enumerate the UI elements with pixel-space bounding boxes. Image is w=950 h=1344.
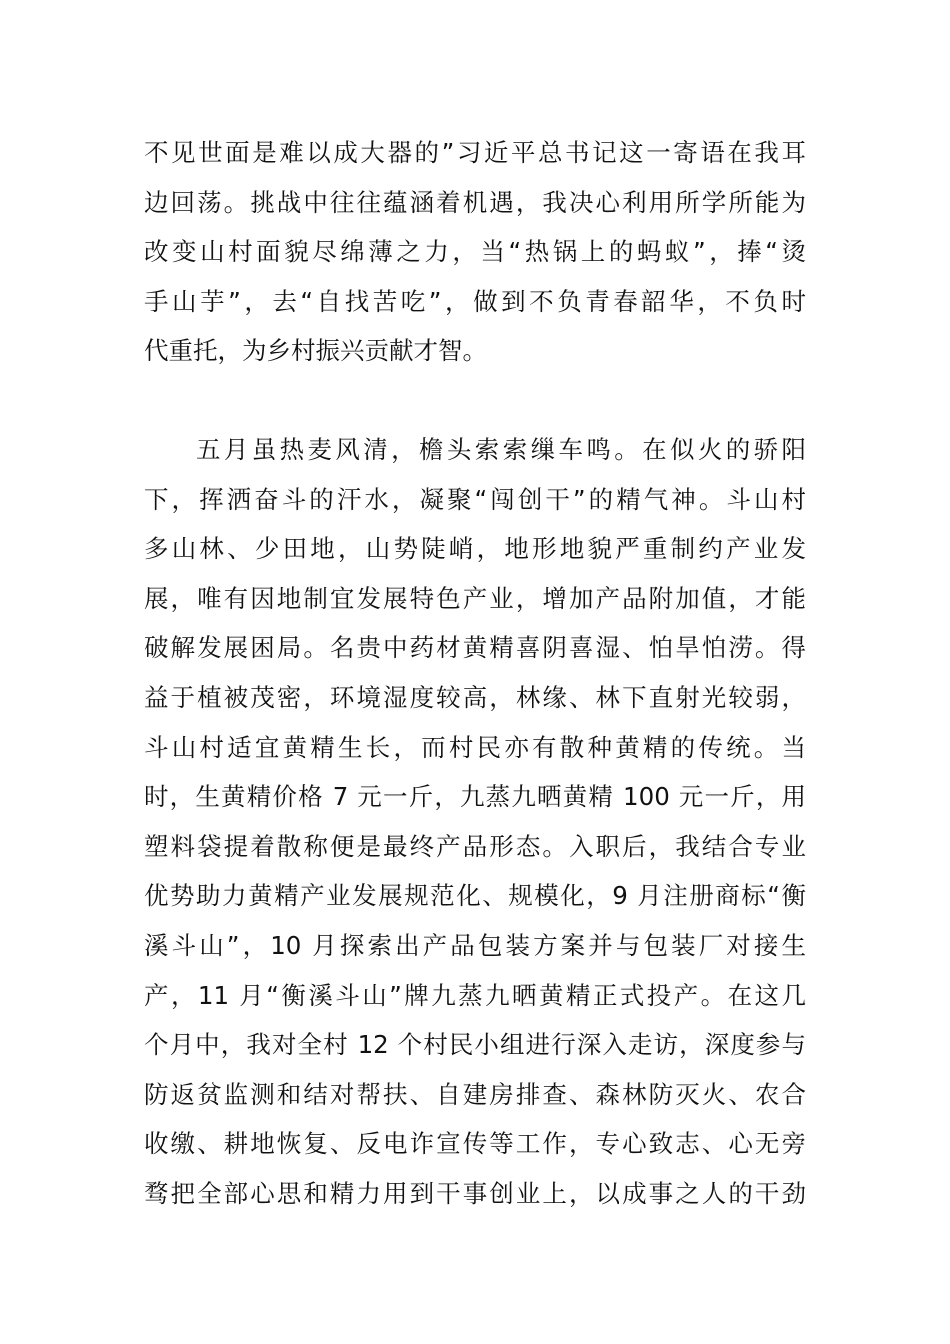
text-line: 不见世面是难以成大器的”习近平总书记这一寄语在我耳 bbox=[144, 138, 806, 167]
text-line: 破解发展困局。名贵中药材黄精喜阴喜湿、怕旱怕涝。得 bbox=[144, 633, 806, 663]
text-line: 益于植被茂密，环境湿度较高，林缘、林下直射光较弱， bbox=[144, 682, 806, 712]
text-line: 改变山村面貌尽绵薄之力，当“热锅上的蚂蚁”，捧“烫 bbox=[144, 237, 806, 267]
text-line: 斗山村适宜黄精生长，而村民亦有散种黄精的传统。当 bbox=[144, 732, 806, 762]
text-line: 手山芋”，去“自找苦吃”，做到不负青春韶华，不负时 bbox=[144, 286, 806, 316]
text-line: 边回荡。挑战中往往蕴涵着机遇，我决心利用所学所能为 bbox=[144, 187, 806, 217]
text-line: 骛把全部心思和精力用到干事创业上，以成事之人的干劲 bbox=[144, 1178, 806, 1208]
text-line: 防返贫监测和结对帮扶、自建房排查、森林防灭火、农合 bbox=[144, 1079, 806, 1109]
text-line: 多山林、少田地，山势陡峭，地形地貌严重制约产业发 bbox=[144, 534, 806, 564]
paragraph-2 bbox=[144, 425, 806, 1219]
text-line: 收缴、耕地恢复、反电诈宣传等工作，专心致志、心无旁 bbox=[144, 1129, 806, 1159]
text-line: 时，生黄精价格 7 元一斤，九蒸九晒黄精 100 元一斤，用 bbox=[144, 782, 806, 812]
text-line: 溪斗山”，10 月探索出产品包装方案并与包装厂对接生 bbox=[144, 930, 806, 960]
text-line: 下，挥洒奋斗的汗水，凝聚“闯创干”的精气神。斗山村 bbox=[144, 484, 806, 514]
text-line: 展，唯有因地制宜发展特色产业，增加产品附加值，才能 bbox=[144, 583, 806, 613]
text-line: 代重托，为乡村振兴贡献才智。 bbox=[144, 336, 487, 366]
text-line: 个月中，我对全村 12 个村民小组进行深入走访，深度参与 bbox=[144, 1030, 806, 1060]
text-line: 优势助力黄精产业发展规范化、规模化，9 月注册商标“衡 bbox=[144, 881, 806, 911]
paragraph-1 bbox=[144, 128, 806, 376]
text-line: 五月虽热麦风清，檐头索索缫车鸣。在似火的骄阳 bbox=[196, 435, 806, 464]
text-line: 塑料袋提着散称便是最终产品形态。入职后，我结合专业 bbox=[144, 831, 806, 861]
text-line: 产，11 月“衡溪斗山”牌九蒸九晒黄精正式投产。在这几 bbox=[144, 980, 806, 1010]
